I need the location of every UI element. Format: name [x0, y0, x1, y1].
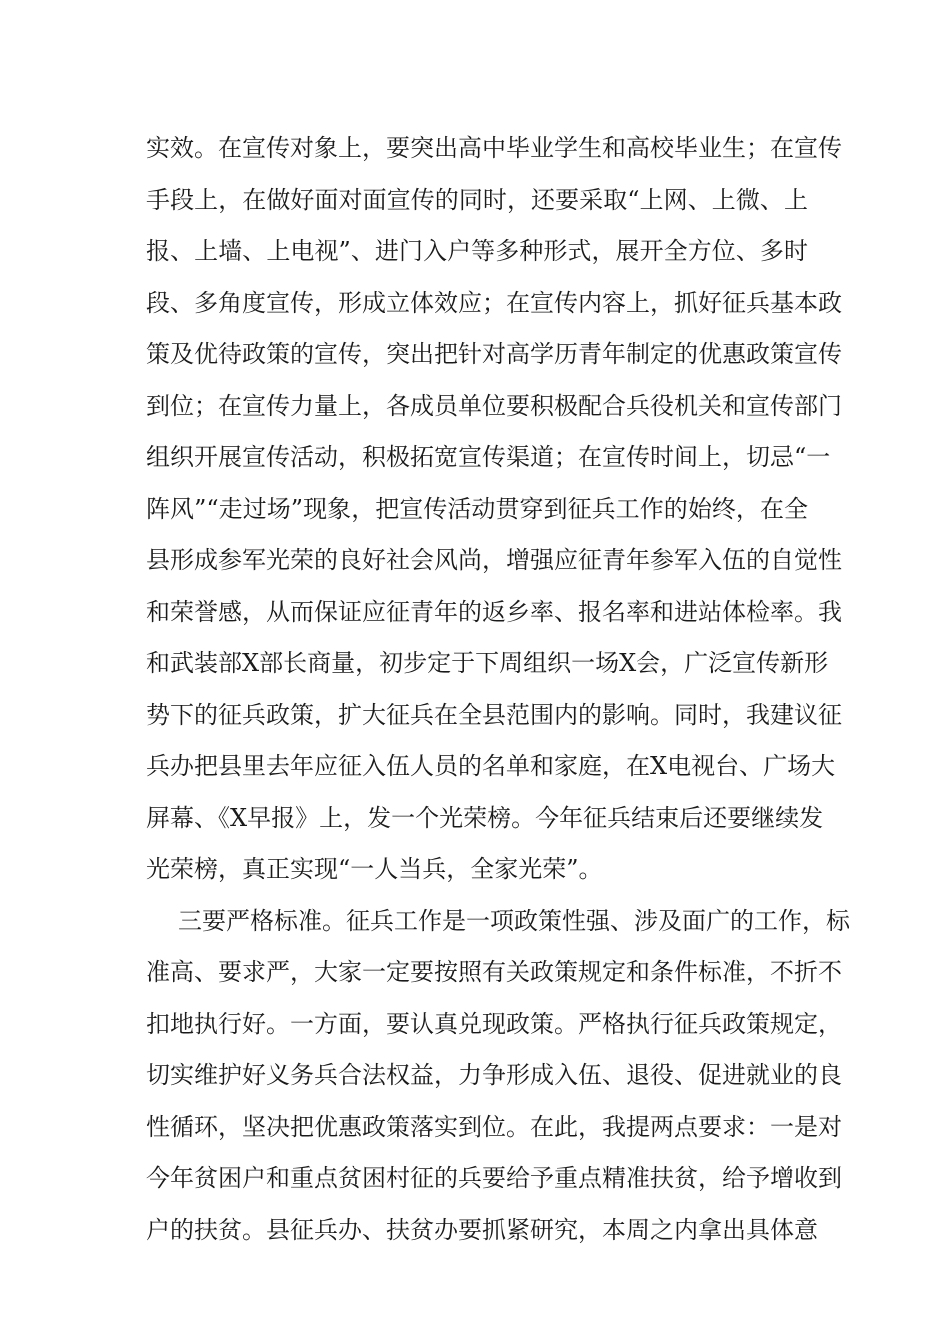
text-line: 到位；在宣传力量上，各成员单位要积极配合兵役机关和宣传部门 [146, 392, 842, 420]
paragraph-last-line: 光荣榜，真正实现“一人当兵，全家光荣”。 [146, 855, 603, 883]
text-line: 组织开展宣传活动，积极拓宽宣传渠道；在宣传时间上，切忌“一 [146, 443, 831, 471]
text-line: 兵办把县里去年应征入伍人员的名单和家庭，在X电视台、广场大 [146, 752, 836, 780]
text-line: 势下的征兵政策，扩大征兵在全县范围内的影响。同时，我建议征 [146, 701, 842, 729]
text-line: 段、多角度宣传，形成立体效应；在宣传内容上，抓好征兵基本政 [146, 289, 842, 317]
text-line: 和武装部X部长商量，初步定于下周组织一场X会，广泛宣传新形 [146, 649, 829, 677]
text-line: 切实维护好义务兵合法权益，力争形成入伍、退役、促进就业的良 [146, 1061, 842, 1089]
text-line: 和荣誉感，从而保证应征青年的返乡率、报名率和进站体检率。我 [146, 598, 842, 626]
paragraph-first-line: 三要严格标准。征兵工作是一项政策性强、涉及面广的工作，标 [178, 907, 850, 935]
text-line: 策及优待政策的宣传，突出把针对高学历青年制定的优惠政策宣传 [146, 340, 842, 368]
text-line: 手段上，在做好面对面宣传的同时，还要采取“上网、上微、上 [146, 186, 808, 214]
text-line: 实效。在宣传对象上，要突出高中毕业学生和高校毕业生；在宣传 [146, 134, 842, 162]
text-line: 报、上墙、上电视”、进门入户等多种形式，展开全方位、多时 [146, 237, 808, 265]
text-line: 准高、要求严，大家一定要按照有关政策规定和条件标准，不折不 [146, 958, 842, 986]
text-line: 阵风”“走过场”现象，把宣传活动贯穿到征兵工作的始终，在全 [146, 495, 808, 523]
text-line: 屏幕、《X早报》上，发一个光荣榜。今年征兵结束后还要继续发 [146, 804, 824, 832]
text-line: 户的扶贫。县征兵办、扶贫办要抓紧研究，本周之内拿出具体意 [146, 1216, 818, 1244]
text-line: 性循环，坚决把优惠政策落实到位。在此，我提两点要求：一是对 [146, 1113, 842, 1141]
text-line: 扣地执行好。一方面，要认真兑现政策。严格执行征兵政策规定， [146, 1010, 842, 1038]
text-line: 今年贫困户和重点贫困村征的兵要给予重点精准扶贫，给予增收到 [146, 1164, 842, 1192]
text-line: 县形成参军光荣的良好社会风尚，增强应征青年参军入伍的自觉性 [146, 546, 842, 574]
